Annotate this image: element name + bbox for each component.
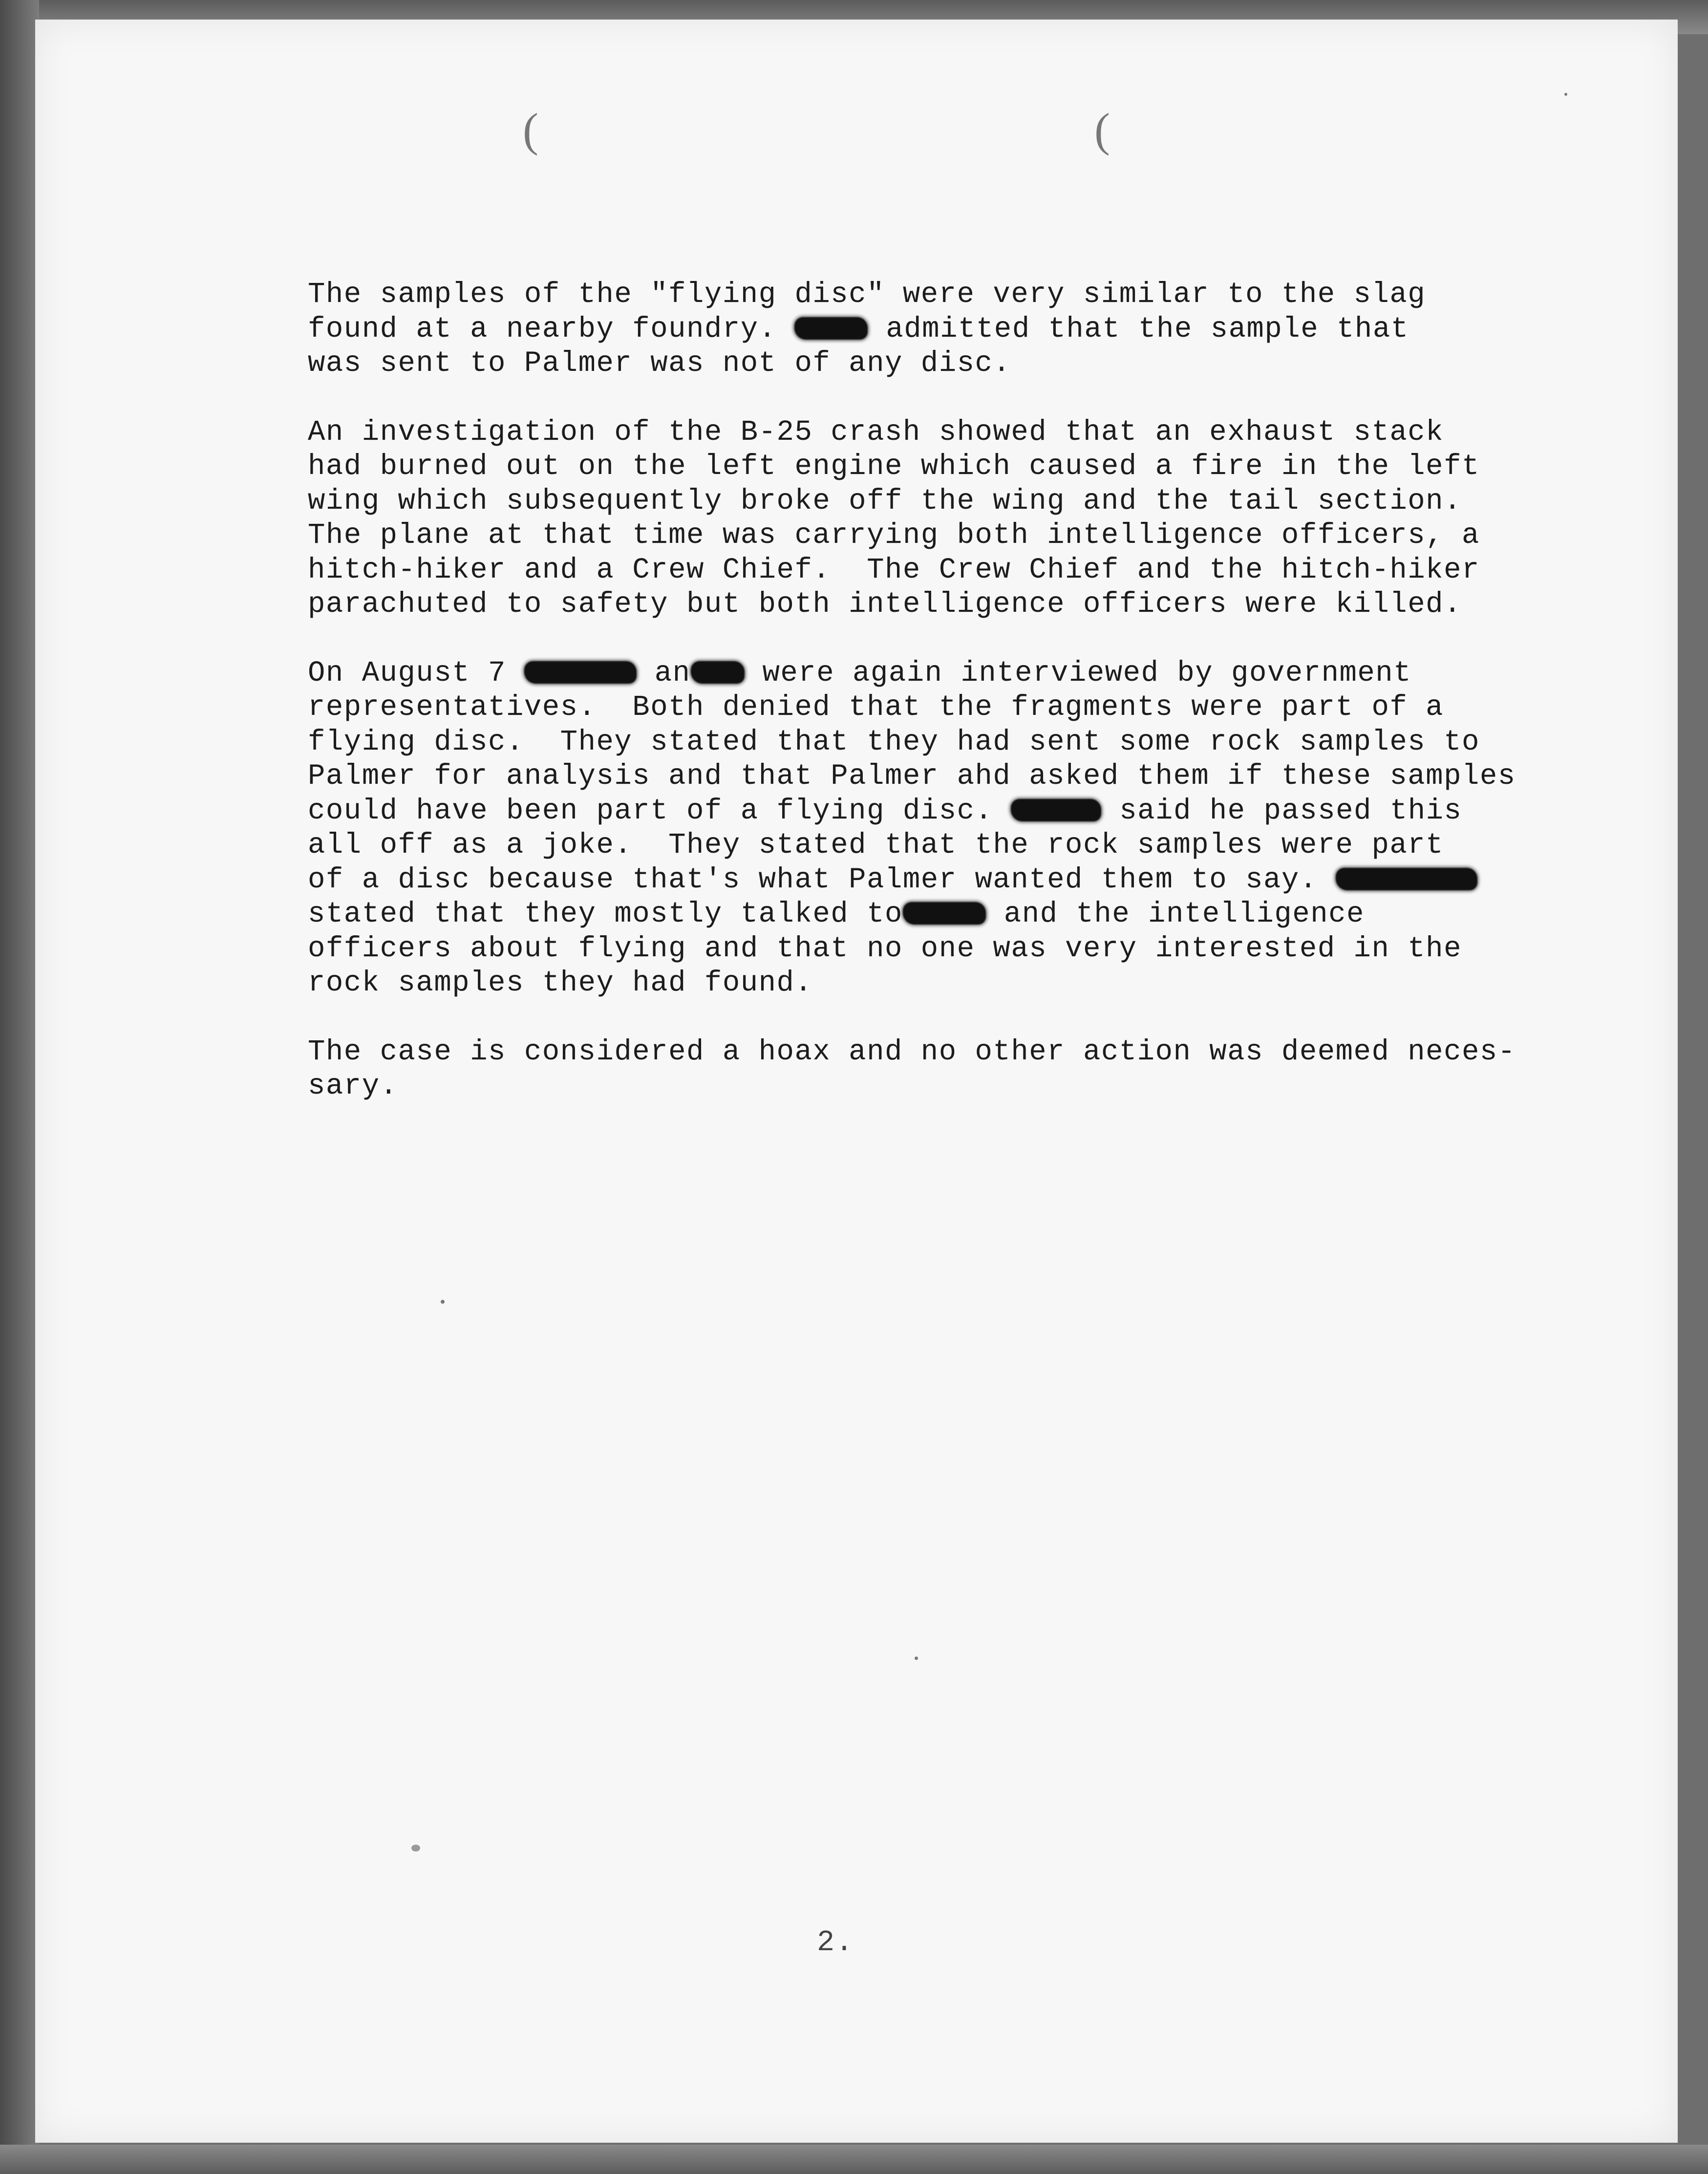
- text-line: [308, 897, 1559, 932]
- text-line: [308, 415, 1559, 450]
- text-run: representatives. Both denied that the fragments were part of a: [308, 691, 1444, 724]
- text-run: Palmer for analysis and that Palmer ahd asked them if these samples: [308, 760, 1516, 793]
- typed-body-text: [308, 278, 1559, 1138]
- text-line: [308, 1069, 1559, 1104]
- text-run: rock samples they had found.: [308, 967, 813, 999]
- text-line: [308, 794, 1559, 829]
- text-line: [308, 828, 1559, 863]
- text-line: [308, 690, 1559, 725]
- redaction-mark: [794, 317, 868, 340]
- text-run: could have been part of a flying disc.: [308, 794, 1011, 827]
- text-line: [308, 312, 1559, 347]
- paragraph: [308, 1035, 1559, 1104]
- paper-speck: [441, 1300, 445, 1304]
- paper-speck: [411, 1845, 420, 1851]
- text-line: [308, 278, 1559, 312]
- text-line: [308, 932, 1559, 967]
- text-line: [308, 484, 1559, 519]
- text-run: The plane at that time was carrying both intelligence officers, a: [308, 519, 1480, 552]
- document-page: [35, 20, 1678, 2143]
- text-run: An investigation of the B-25 crash showed that an exhaust stack: [308, 415, 1444, 449]
- text-run: On August 7: [308, 656, 524, 689]
- scan-border-left: [0, 0, 39, 2174]
- text-line: [308, 966, 1559, 1001]
- text-run: wing which subsequently broke off the wing and the tail section.: [308, 484, 1462, 517]
- text-line: [308, 759, 1559, 794]
- page-number: 2.: [817, 1926, 854, 1959]
- redaction-mark: [1336, 868, 1477, 890]
- text-run: stated that they mostly talked to: [308, 898, 903, 930]
- paragraph: [308, 656, 1559, 1001]
- text-line: [308, 863, 1559, 898]
- text-line: [308, 587, 1559, 622]
- text-run: hitch-hiker and a Crew Chief. The Crew Chief and the hitch-hiker: [308, 553, 1480, 586]
- text-line: [308, 725, 1559, 760]
- text-run: The samples of the "flying disc" were very similar to the slag: [308, 278, 1426, 311]
- text-line: [308, 656, 1559, 691]
- redaction-mark: [1011, 799, 1101, 821]
- text-line: [308, 518, 1559, 553]
- text-run: was sent to Palmer was not of any disc.: [308, 347, 1011, 380]
- text-run: flying disc. They stated that they had sent some rock samples to: [308, 725, 1480, 758]
- text-line: [308, 553, 1559, 588]
- paper-speck: [915, 1657, 918, 1660]
- text-run: and the intelligence: [985, 898, 1365, 930]
- text-run: an: [636, 656, 691, 689]
- text-line: [308, 1035, 1559, 1070]
- text-run: had burned out on the left engine which caused a fire in the left: [308, 450, 1480, 483]
- text-run: sary.: [308, 1070, 398, 1102]
- paragraph: [308, 278, 1559, 381]
- redaction-mark: [691, 661, 745, 684]
- text-line: [308, 450, 1559, 484]
- text-run: found at a nearby foundry.: [308, 312, 795, 345]
- punch-mark: (: [523, 104, 538, 156]
- scan-border-bottom: [0, 2145, 1708, 2174]
- text-run: all off as a joke. They stated that the rock samples were part: [308, 829, 1444, 861]
- text-run: of a disc because that's what Palmer wanted them to say.: [308, 863, 1336, 896]
- punch-mark: (: [1094, 104, 1110, 156]
- paper-speck: [1564, 93, 1567, 96]
- text-run: admitted that the sample that: [868, 312, 1409, 345]
- text-line: [308, 346, 1559, 381]
- text-run: parachuted to safety but both intelligence officers were killed.: [308, 588, 1462, 621]
- redaction-mark: [524, 661, 637, 684]
- paragraph: [308, 415, 1559, 622]
- text-run: were again interviewed by government: [744, 656, 1412, 689]
- text-run: said he passed this: [1101, 794, 1462, 827]
- text-run: officers about flying and that no one was very interested in the: [308, 932, 1462, 965]
- text-run: The case is considered a hoax and no other action was deemed neces-: [308, 1035, 1516, 1068]
- redaction-mark: [903, 902, 986, 925]
